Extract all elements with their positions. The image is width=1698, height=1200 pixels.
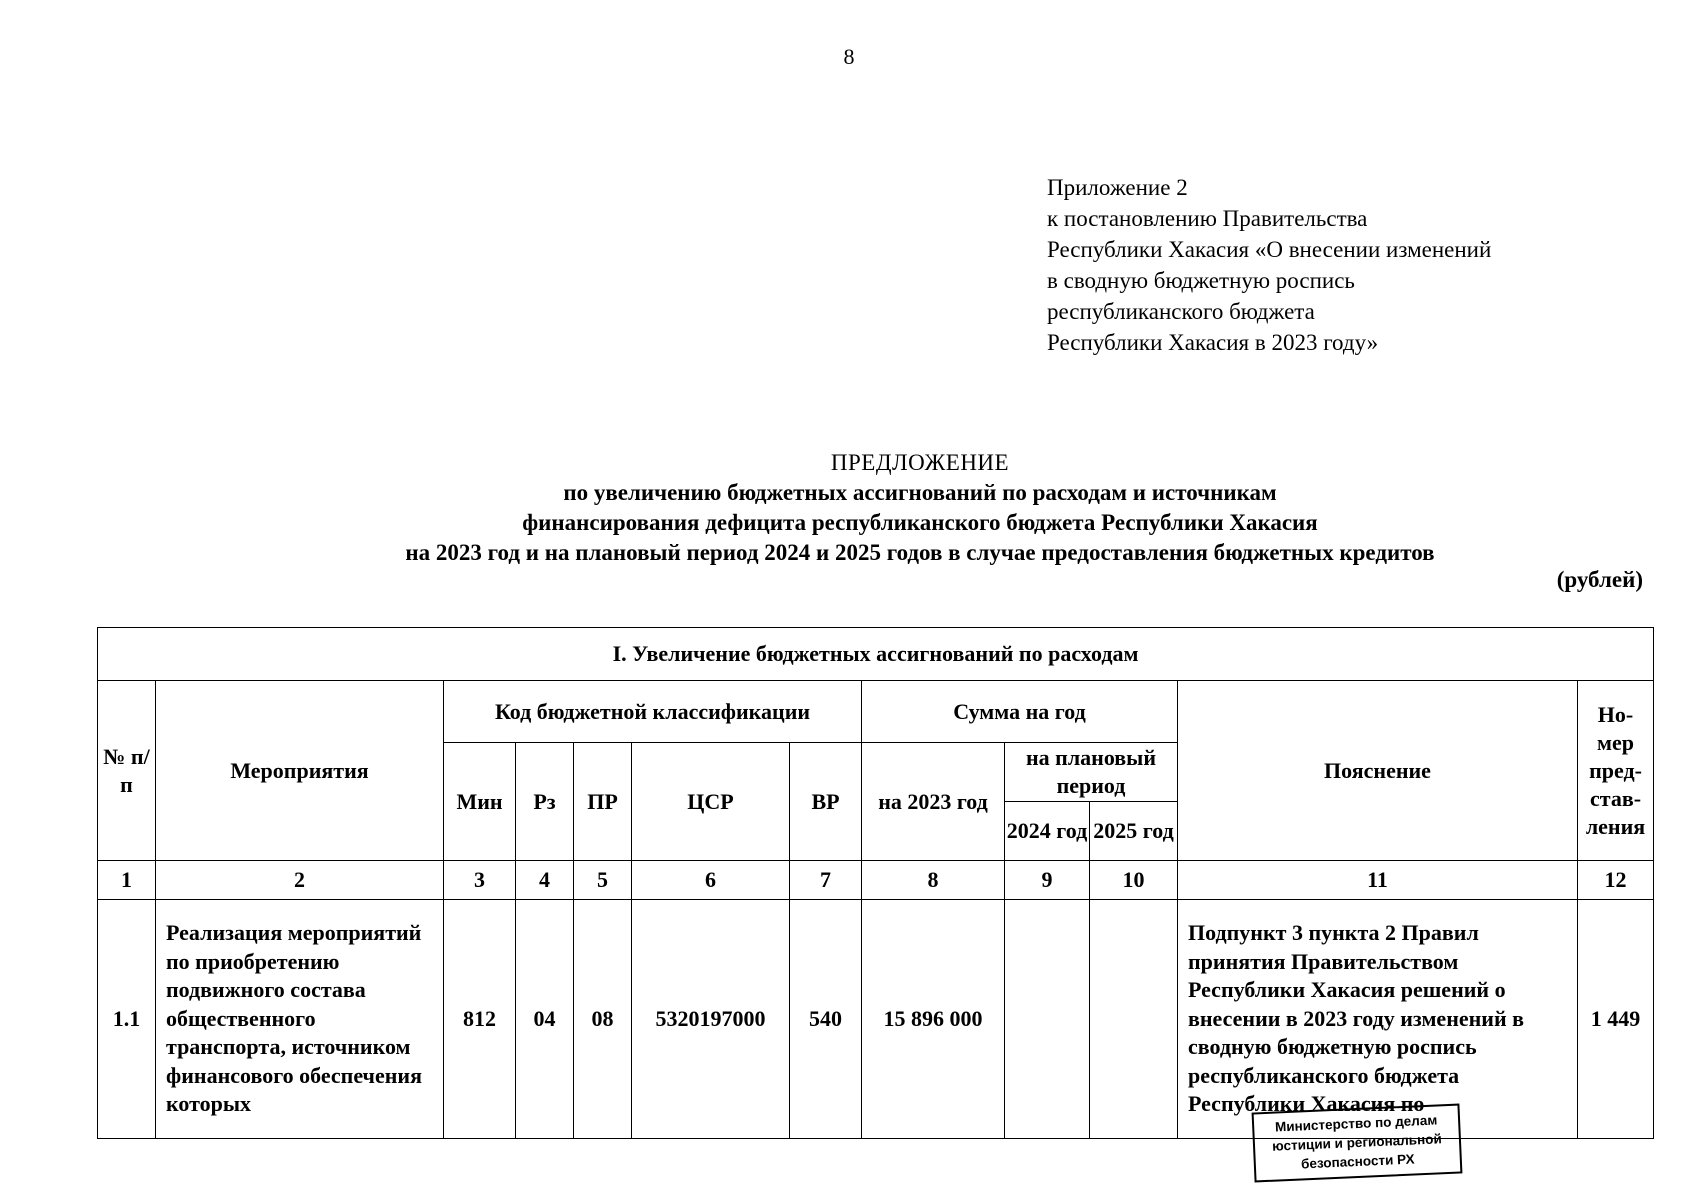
header-rz: Рз [516, 743, 574, 861]
column-number: 11 [1178, 861, 1578, 900]
row-pr: 08 [574, 900, 632, 1139]
row-sum-2024 [1005, 900, 1090, 1139]
column-number: 6 [632, 861, 790, 900]
column-number: 10 [1090, 861, 1178, 900]
header-vr: ВР [790, 743, 862, 861]
annex-line: республиканского бюджета [1047, 299, 1315, 324]
row-explanation: Подпункт 3 пункта 2 Правил принятия Правительством Республики Хакасия решений о внесении в 2023 году изменений в сводную бюджетную роспись республиканского бюджета Республики Хакасия по [1178, 900, 1578, 1139]
annex-reference [1047, 172, 1491, 358]
header-code-group: Код бюджетной классификации [444, 681, 862, 743]
row-rz: 04 [516, 900, 574, 1139]
header-num: № п/п [98, 681, 156, 861]
header-2023: на 2023 год [862, 743, 1005, 861]
stamp-line: безопасности РХ [1300, 1151, 1415, 1172]
row-vr: 540 [790, 900, 862, 1139]
annex-line: в сводную бюджетную роспись [1047, 268, 1355, 293]
row-num: 1.1 [98, 900, 156, 1139]
stamp-line: Министерство по делам [1274, 1112, 1438, 1135]
table-row [98, 900, 1654, 1139]
header-2025: 2025 год [1090, 802, 1178, 861]
annex-line: Республики Хакасия «О внесении изменений [1047, 237, 1492, 262]
header-min: Мин [444, 743, 516, 861]
header-sum-group: Сумма на год [862, 681, 1178, 743]
column-number: 1 [98, 861, 156, 900]
header-csr: ЦСР [632, 743, 790, 861]
row-csr: 5320197000 [632, 900, 790, 1139]
annex-line: к постановлению Правительства [1047, 206, 1368, 231]
column-number: 12 [1578, 861, 1654, 900]
column-number: 5 [574, 861, 632, 900]
title-main: ПРЕДЛОЖЕНИЕ [830, 450, 1010, 475]
stamp-line: юстиции и региональной [1271, 1131, 1443, 1154]
section-title: I. Увеличение бюджетных ассигнований по расходам [98, 628, 1654, 681]
row-min: 812 [444, 900, 516, 1139]
units-label: (рублей) [1556, 567, 1643, 592]
column-number: 2 [156, 861, 444, 900]
header-activities: Мероприятия [156, 681, 444, 861]
title-line: по увеличению бюджетных ассигнований по расходам и источникам [563, 480, 1277, 505]
header-2024: 2024 год [1005, 802, 1090, 861]
column-number: 8 [862, 861, 1005, 900]
page-number: 8 [843, 44, 855, 69]
row-activity: Реализация мероприятий по приобретению подвижного состава общественного транспорта, источником финансового обеспечения которых [156, 900, 444, 1139]
column-number: 9 [1005, 861, 1090, 900]
annex-line: Республики Хакасия в 2023 году» [1047, 330, 1379, 355]
title-line: на 2023 год и на плановый период 2024 и 2025 годов в случае предоставления бюджетных кредитов [405, 540, 1435, 565]
row-sum-2023: 15 896 000 [862, 900, 1005, 1139]
column-number: 4 [516, 861, 574, 900]
budget-table [97, 627, 1654, 1139]
header-submission-no: Но- мер пред- став- ления [1578, 681, 1654, 861]
header-explanation: Пояснение [1178, 681, 1578, 861]
row-sum-2025 [1090, 900, 1178, 1139]
annex-line: Приложение 2 [1047, 175, 1188, 200]
document-title [340, 448, 1500, 568]
column-numbers-row [98, 861, 1654, 900]
ministry-stamp [1252, 1103, 1463, 1182]
column-number: 7 [790, 861, 862, 900]
row-submission-no: 1 449 [1578, 900, 1654, 1139]
column-number: 3 [444, 861, 516, 900]
title-line: финансирования дефицита республиканского бюджета Республики Хакасия [522, 510, 1318, 535]
header-pr: ПР [574, 743, 632, 861]
header-plan-period: на плановый период [1005, 743, 1178, 802]
